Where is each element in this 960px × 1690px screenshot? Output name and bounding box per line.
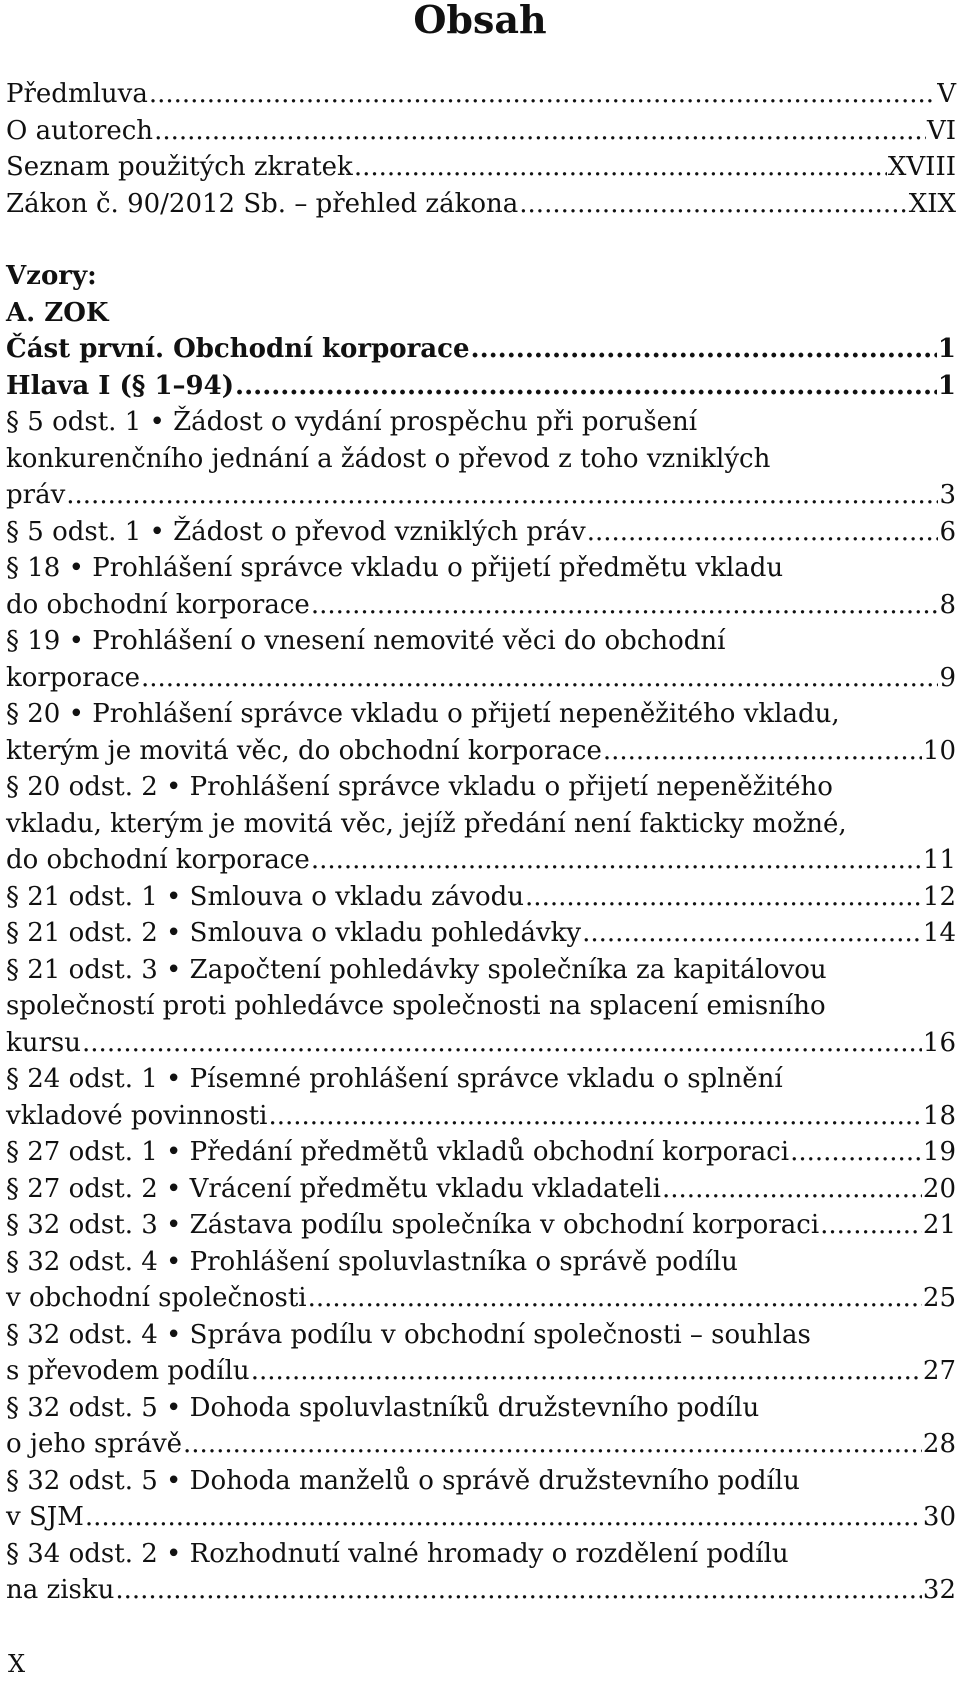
toc-page-number: XIX — [908, 188, 956, 219]
toc-entry-text: § 32 odst. 3 • Zástava podílu společníka v obchodní korporaci — [6, 1210, 820, 1240]
toc-entry-line — [6, 1025, 956, 1062]
toc-entry-text: konkurenčního jednání a žádost o převod z toho vzniklých — [6, 443, 771, 474]
toc-entry-text: Seznam použitých zkratek — [6, 152, 353, 182]
toc-entry-text: Zákon č. 90/2012 Sb. – přehled zákona — [6, 188, 519, 219]
toc-entry-line — [6, 1207, 956, 1244]
toc-page-number: 32 — [922, 1575, 956, 1605]
toc-entry-line — [6, 1098, 956, 1135]
toc-front-matter-item — [6, 186, 956, 223]
toc-entry-text: § 32 odst. 4 • Prohlášení spoluvlastníka o správě podílu — [6, 1246, 738, 1277]
toc-entry-text: § 19 • Prohlášení o vnesení nemovité věci do obchodní — [6, 626, 726, 656]
dot-leader — [603, 733, 922, 770]
dot-leader — [66, 477, 938, 514]
toc-page-number: 9 — [939, 662, 956, 693]
toc-entry-text: Vzory: — [6, 261, 97, 291]
toc-entry-text: § 20 odst. 2 • Prohlášení správce vkladu o přijetí nepeněžitého — [6, 772, 833, 802]
toc-entry-text: § 21 odst. 3 • Započtení pohledávky společníka za kapitálovou — [6, 954, 827, 985]
toc-page-number: 1 — [937, 370, 956, 401]
toc-entry-line — [6, 477, 956, 514]
toc-page-number: 25 — [922, 1283, 956, 1313]
toc-entry-line — [6, 1280, 956, 1317]
toc-entry-text: § 32 odst. 5 • Dohoda spoluvlastníků družstevního podílu — [6, 1392, 760, 1423]
toc-entry-text: vkladu, kterým je movitá věc, jejíž předání není fakticky možné, — [6, 808, 847, 839]
toc-entry-text: § 21 odst. 1 • Smlouva o vkladu závodu — [6, 881, 525, 912]
toc-entry-text: v SJM — [6, 1502, 84, 1532]
toc-entry-line — [6, 587, 956, 624]
toc-entry-line — [6, 915, 956, 952]
toc-page-number: 1 — [937, 334, 956, 364]
toc-entry-line — [6, 1536, 956, 1573]
dot-leader — [311, 842, 922, 879]
dot-leader — [235, 368, 937, 405]
table-of-contents — [6, 76, 956, 1609]
toc-entry-line — [6, 1353, 956, 1390]
toc-entry-text: § 20 • Prohlášení správce vkladu o přijetí nepeněžitého vkladu, — [6, 699, 840, 729]
dot-leader — [471, 331, 937, 368]
spacer — [6, 222, 956, 258]
toc-entry-text: Část první. Obchodní korporace — [6, 334, 470, 364]
page-number: X — [8, 1650, 26, 1678]
toc-page-number: 14 — [922, 918, 956, 948]
dot-leader — [115, 1572, 922, 1609]
toc-entry-line — [6, 733, 956, 770]
toc-entry-text: do obchodní korporace — [6, 589, 310, 620]
toc-entry-line — [6, 988, 956, 1025]
dot-leader — [251, 1353, 922, 1390]
toc-entry-line — [6, 550, 956, 587]
toc-entry-line — [6, 769, 956, 806]
toc-entry-text: Předmluva — [6, 79, 148, 109]
toc-entry-line — [6, 1426, 956, 1463]
toc-page-number: 20 — [922, 1173, 956, 1204]
toc-entry-line — [6, 952, 956, 989]
toc-entry-line — [6, 806, 956, 843]
toc-entry-text: s převodem podílu — [6, 1356, 250, 1386]
toc-page-number: 12 — [922, 881, 956, 912]
toc-entry-line — [6, 1317, 956, 1354]
page-title: Obsah — [413, 0, 547, 42]
toc-entry-line — [6, 842, 956, 879]
dot-leader — [354, 149, 887, 186]
dot-leader — [311, 587, 939, 624]
toc-entry-text: § 32 odst. 5 • Dohoda manželů o správě družstevního podílu — [6, 1465, 800, 1496]
toc-entry-text: § 34 odst. 2 • Rozhodnutí valné hromady o rozdělení podílu — [6, 1538, 789, 1569]
dot-leader — [662, 1171, 922, 1208]
toc-page-number: 11 — [922, 845, 956, 875]
dot-leader — [149, 76, 936, 113]
toc-section-heading — [6, 258, 956, 295]
toc-entry-text: § 27 odst. 2 • Vrácení předmětu vkladu vkladateli — [6, 1173, 662, 1204]
toc-entry-line — [6, 1499, 956, 1536]
toc-entry-text: O autorech — [6, 115, 154, 146]
toc-page-number: 18 — [922, 1100, 956, 1131]
dot-leader — [582, 915, 922, 952]
toc-page-number: 21 — [922, 1210, 956, 1240]
toc-entry-text: § 24 odst. 1 • Písemné prohlášení správce vkladu o splnění — [6, 1064, 783, 1094]
toc-entry-text: o jeho správě — [6, 1429, 183, 1459]
dot-leader — [308, 1280, 922, 1317]
toc-entry-line — [6, 1463, 956, 1500]
toc-entry-line — [6, 441, 956, 478]
toc-entry-text: Hlava I (§ 1–94) — [6, 370, 235, 401]
toc-entry-text: na zisku — [6, 1575, 115, 1605]
toc-entry-line — [6, 514, 956, 551]
toc-entry-text: § 27 odst. 1 • Předání předmětů vkladů obchodní korporaci — [6, 1137, 790, 1167]
toc-entry-text: korporace — [6, 662, 141, 693]
toc-page-number: 27 — [922, 1356, 956, 1386]
toc-entry-line — [6, 1134, 956, 1171]
toc-page-number: 30 — [922, 1502, 956, 1532]
toc-entry-text: kterým je movitá věc, do obchodní korporace — [6, 735, 602, 766]
toc-part — [6, 331, 956, 368]
toc-entry-line — [6, 1171, 956, 1208]
toc-entry-text: A. ZOK — [6, 297, 109, 328]
dot-leader — [141, 660, 938, 697]
dot-leader — [183, 1426, 922, 1463]
toc-page-number: 6 — [939, 516, 956, 547]
toc-entry-text: § 18 • Prohlášení správce vkladu o přijetí předmětu vkladu — [6, 553, 784, 583]
toc-entry-text: v obchodní společnosti — [6, 1283, 307, 1313]
dot-leader — [525, 879, 922, 916]
dot-leader — [820, 1207, 922, 1244]
dot-leader — [790, 1134, 922, 1171]
toc-entry-line — [6, 660, 956, 697]
dot-leader — [85, 1499, 922, 1536]
dot-leader — [519, 186, 907, 223]
toc-entry-text: § 5 odst. 1 • Žádost o převod vzniklých práv — [6, 516, 586, 547]
toc-entry-line — [6, 1244, 956, 1281]
toc-entry-text: do obchodní korporace — [6, 845, 310, 875]
dot-leader — [268, 1098, 921, 1135]
toc-entry-line — [6, 1572, 956, 1609]
dot-leader — [587, 514, 939, 551]
toc-entry-text: kursu — [6, 1027, 82, 1058]
toc-page-number: 3 — [939, 480, 956, 510]
toc-page-number: 8 — [939, 589, 956, 620]
dot-leader — [82, 1025, 922, 1062]
toc-page-number: V — [937, 79, 956, 109]
toc-entry-text: § 5 odst. 1 • Žádost o vydání prospěchu při porušení — [6, 407, 698, 437]
toc-entry-text: § 21 odst. 2 • Smlouva o vkladu pohledávky — [6, 918, 582, 948]
toc-page-number: 16 — [922, 1027, 956, 1058]
toc-entry-text: vkladové povinnosti — [6, 1100, 268, 1131]
toc-page-number: VI — [926, 115, 956, 146]
toc-subheading — [6, 295, 956, 332]
toc-page-number: 19 — [922, 1137, 956, 1167]
toc-entry-line — [6, 879, 956, 916]
toc-entry-line — [6, 1061, 956, 1098]
toc-front-matter-item — [6, 149, 956, 186]
toc-entry-text: práv — [6, 480, 66, 510]
toc-front-matter-item — [6, 76, 956, 113]
toc-page-number: 10 — [922, 735, 956, 766]
toc-entry-line — [6, 623, 956, 660]
toc-entry-text: § 32 odst. 4 • Správa podílu v obchodní společnosti – souhlas — [6, 1319, 811, 1350]
dot-leader — [154, 113, 926, 150]
toc-entry-line — [6, 1390, 956, 1427]
toc-front-matter-item — [6, 113, 956, 150]
toc-chapter — [6, 368, 956, 405]
toc-entry-line — [6, 404, 956, 441]
toc-page-number: 28 — [922, 1429, 956, 1459]
toc-page-number: XVIII — [887, 152, 956, 182]
toc-entry-text: společností proti pohledávce společnosti na splacení emisního — [6, 991, 826, 1021]
toc-entry-line — [6, 696, 956, 733]
